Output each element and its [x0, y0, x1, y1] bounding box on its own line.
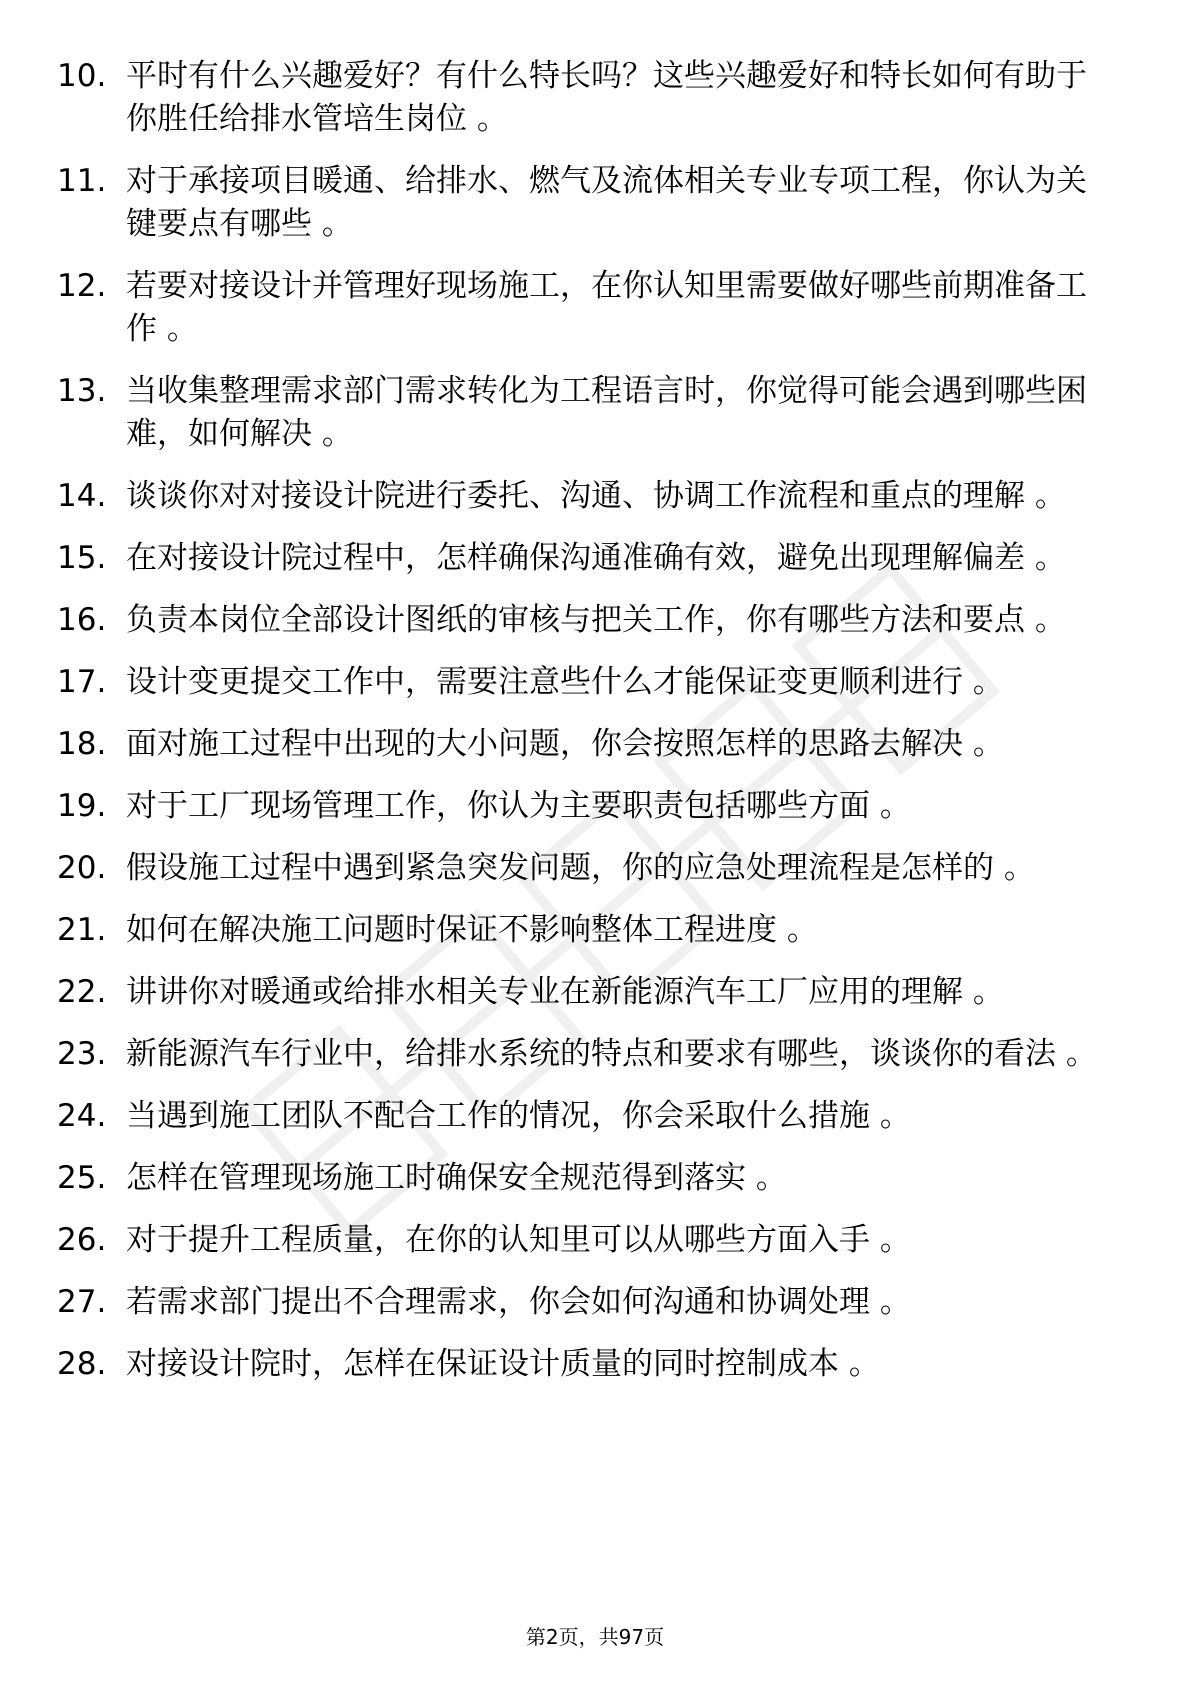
- list-item: [57, 1343, 1117, 1386]
- question-number: 22.: [57, 974, 107, 1010]
- question-number: 18.: [57, 726, 107, 762]
- question-number: 23.: [57, 1036, 107, 1072]
- question-text: 新能源汽车行业中，给排水系统的特点和要求有哪些，谈谈你的看法 。: [126, 1036, 1097, 1072]
- list-item: [57, 909, 1117, 952]
- question-text: 对于提升工程质量，在你的认知里可以从哪些方面入手 。: [126, 1222, 911, 1258]
- page-footer: [0, 1624, 1190, 1650]
- page-number: 第2页，共97页: [525, 1625, 665, 1649]
- question-text: 若要对接设计并管理好现场施工，在你认知里需要做好哪些前期准备工作 。: [126, 268, 1087, 347]
- question-number: 17.: [57, 664, 107, 700]
- question-text: 当遇到施工团队不配合工作的情况，你会采取什么措施 。: [126, 1098, 911, 1134]
- question-number: 27.: [57, 1284, 107, 1320]
- list-item: [57, 723, 1117, 766]
- question-number: 15.: [57, 540, 107, 576]
- list-item: [57, 1219, 1117, 1262]
- list-item: [57, 599, 1117, 642]
- question-text: 假设施工过程中遇到紧急突发问题，你的应急处理流程是怎样的 。: [126, 850, 1035, 886]
- question-number: 24.: [57, 1098, 107, 1134]
- question-text: 怎样在管理现场施工时确保安全规范得到落实 。: [126, 1160, 787, 1196]
- list-item: [57, 265, 1117, 351]
- question-text: 谈谈你对对接设计院进行委托、沟通、协调工作流程和重点的理解 。: [126, 478, 1066, 514]
- question-text: 如何在解决施工问题时保证不影响整体工程进度 。: [126, 912, 818, 948]
- list-item: [57, 847, 1117, 890]
- list-item: [57, 160, 1117, 246]
- question-text: 负责本岗位全部设计图纸的审核与把关工作，你有哪些方法和要点 。: [126, 602, 1066, 638]
- question-number: 10.: [57, 58, 107, 94]
- list-item: [57, 475, 1117, 518]
- question-number: 13.: [57, 373, 107, 409]
- question-text: 设计变更提交工作中，需要注意些什么才能保证变更顺利进行 。: [126, 664, 1004, 700]
- question-number: 12.: [57, 268, 107, 304]
- list-item: [57, 1157, 1117, 1200]
- question-text: 讲讲你对暖通或给排水相关专业在新能源汽车工厂应用的理解 。: [126, 974, 1004, 1010]
- list-item: [57, 971, 1117, 1014]
- question-number: 11.: [57, 163, 107, 199]
- question-number: 26.: [57, 1222, 107, 1258]
- list-item: [57, 785, 1117, 828]
- list-item: [57, 537, 1117, 580]
- question-text: 对接设计院时，怎样在保证设计质量的同时控制成本 。: [126, 1346, 880, 1382]
- question-number: 14.: [57, 478, 107, 514]
- list-item: [57, 55, 1117, 141]
- list-item: [57, 1033, 1117, 1076]
- question-text: 面对施工过程中出现的大小问题，你会按照怎样的思路去解决 。: [126, 726, 1004, 762]
- list-item: [57, 1281, 1117, 1324]
- list-item: [57, 1095, 1117, 1138]
- list-item: [57, 661, 1117, 704]
- question-number: 25.: [57, 1160, 107, 1196]
- question-number: 20.: [57, 850, 107, 886]
- question-number: 28.: [57, 1346, 107, 1382]
- question-text: 在对接设计院过程中，怎样确保沟通准确有效，避免出现理解偏差 。: [126, 540, 1066, 576]
- question-text: 对于工厂现场管理工作，你认为主要职责包括哪些方面 。: [126, 788, 911, 824]
- question-number: 16.: [57, 602, 107, 638]
- question-text: 当收集整理需求部门需求转化为工程语言时，你觉得可能会遇到哪些困难，如何解决 。: [126, 373, 1087, 452]
- question-text: 平时有什么兴趣爱好？有什么特长吗？这些兴趣爱好和特长如何有助于你胜任给排水管培生岗位 。: [126, 58, 1087, 137]
- question-number: 19.: [57, 788, 107, 824]
- list-item: [57, 370, 1117, 456]
- question-number: 21.: [57, 912, 107, 948]
- question-text: 对于承接项目暖通、给排水、燃气及流体相关专业专项工程，你认为关键要点有哪些 。: [126, 163, 1087, 242]
- question-text: 若需求部门提出不合理需求，你会如何沟通和协调处理 。: [126, 1284, 911, 1320]
- question-list: [57, 55, 1117, 1405]
